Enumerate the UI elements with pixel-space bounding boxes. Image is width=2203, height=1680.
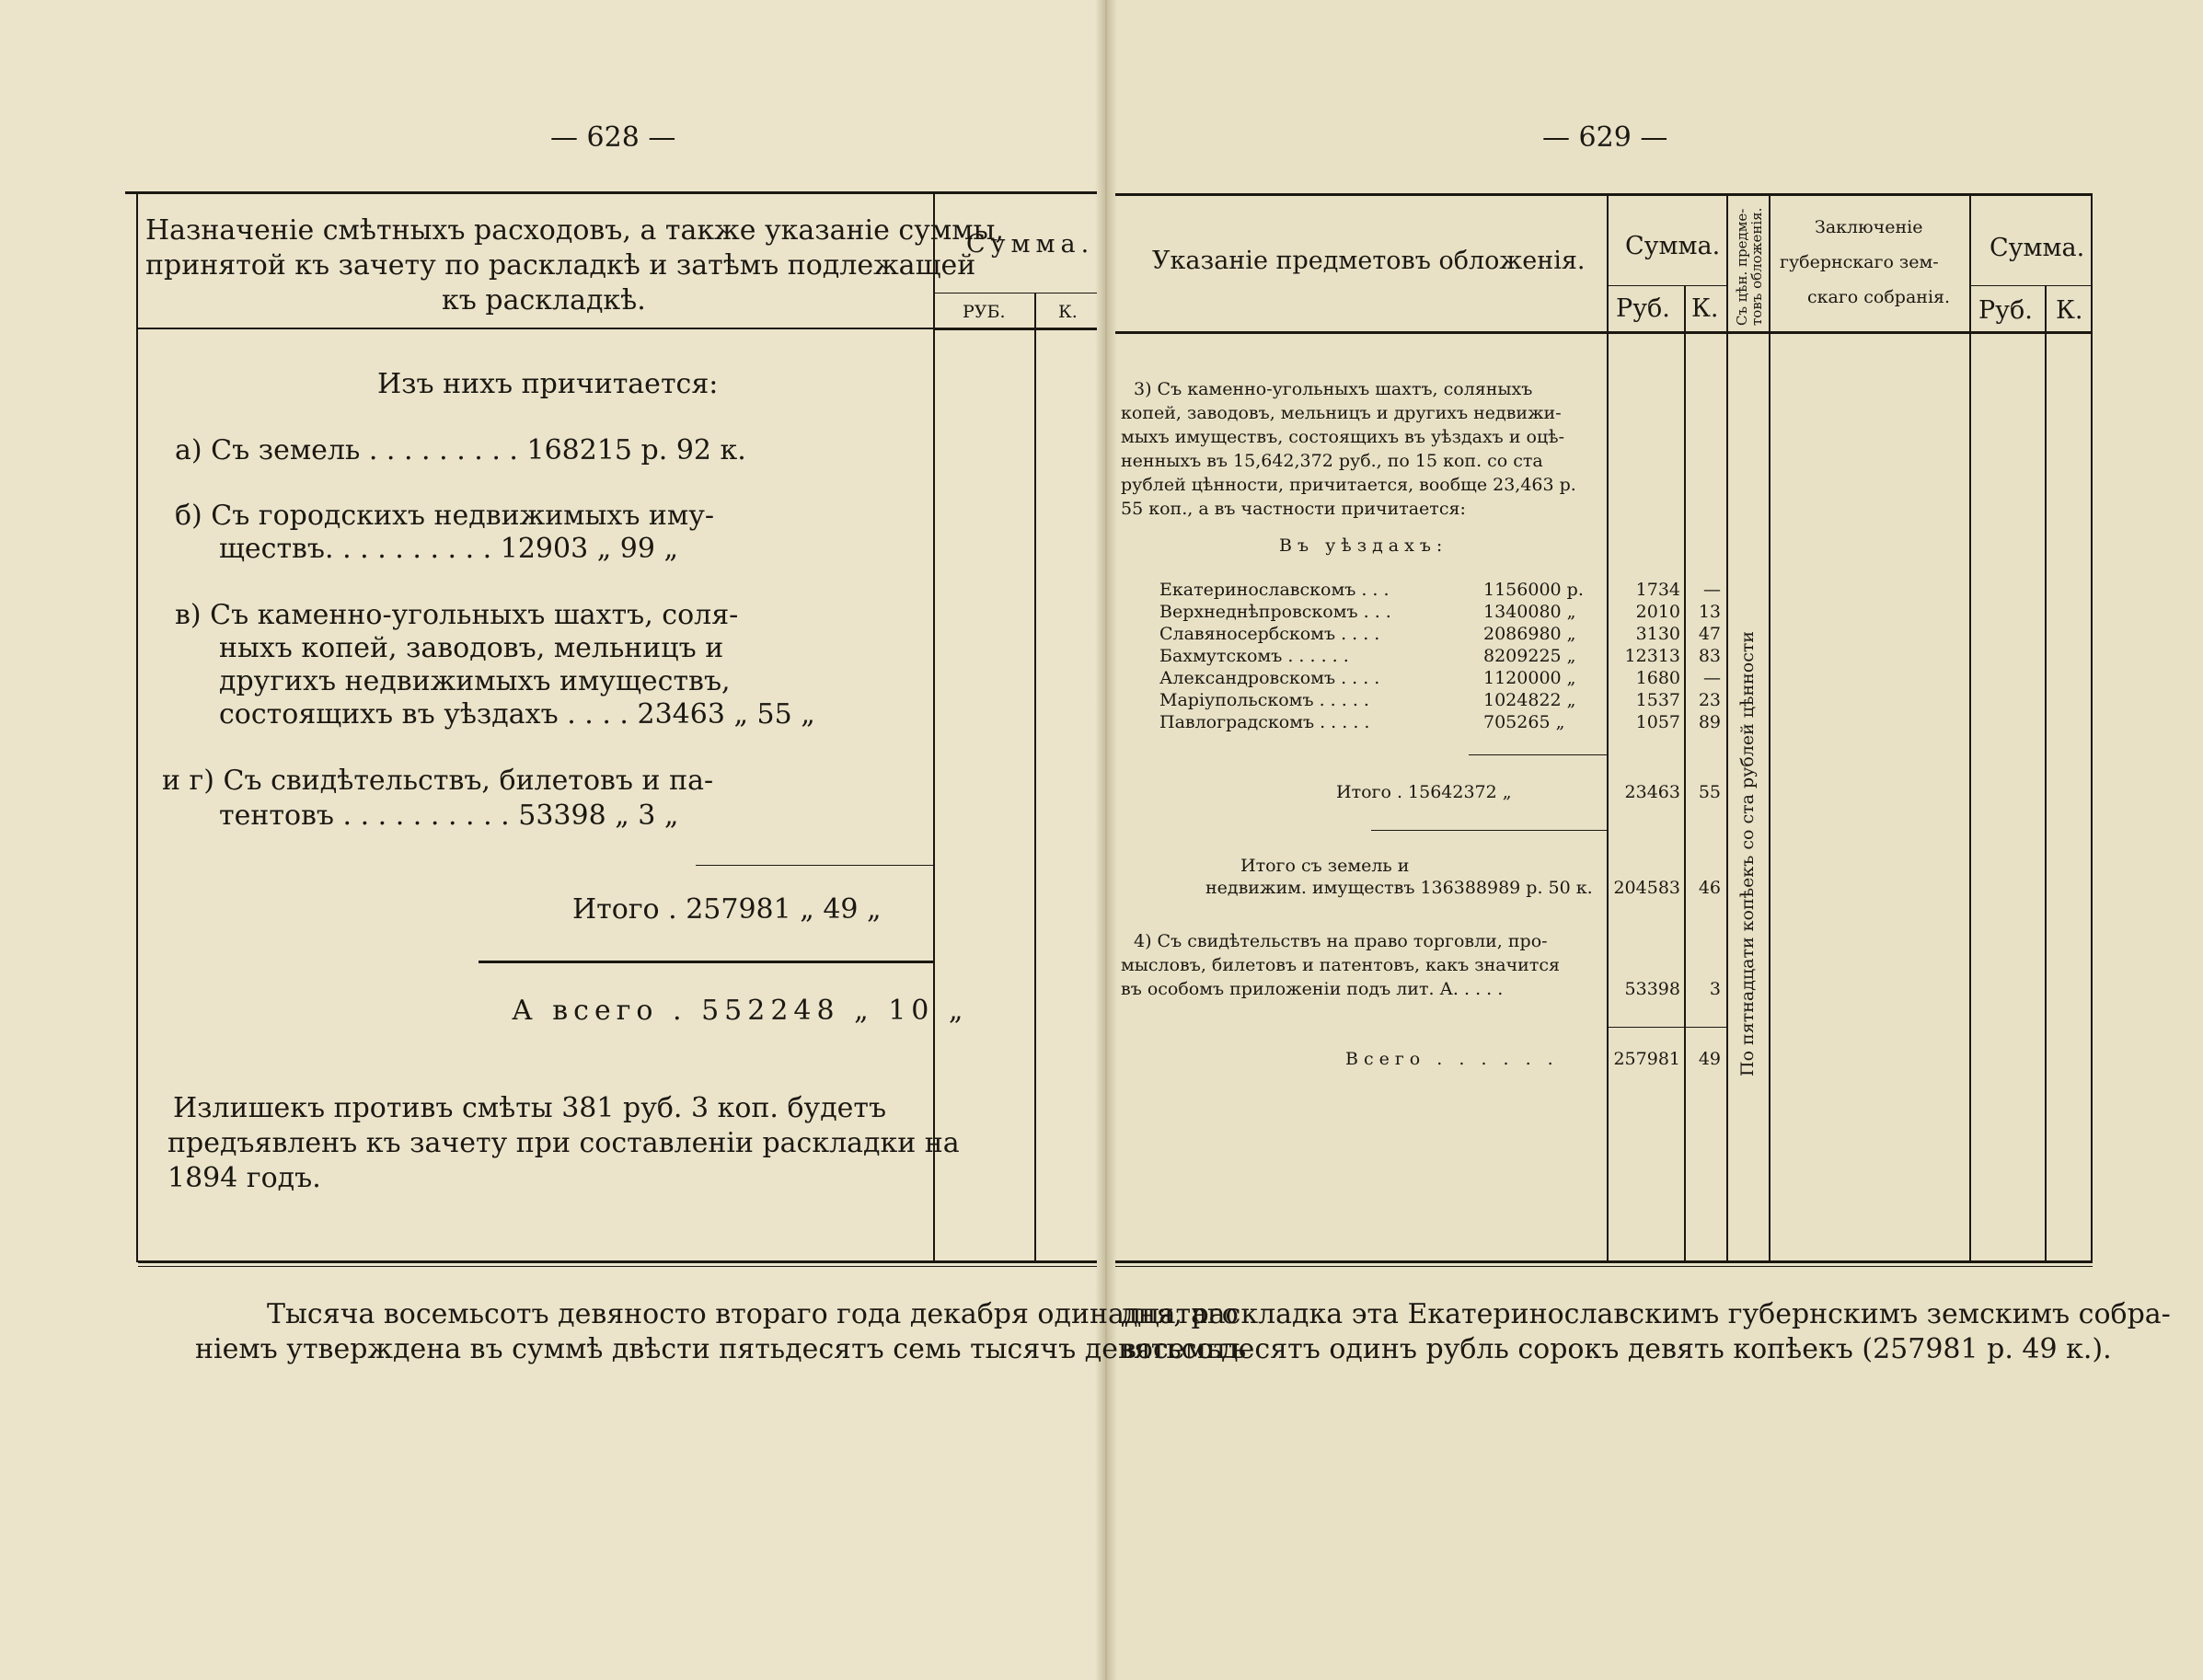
districts-sum-rule [1469,754,1609,755]
right-header-conclusion-line2: губернскаго зем- [1780,252,1939,272]
section4-kop: 3 [1709,979,1721,999]
district-value: 1340080 „ [1483,602,1576,622]
district-rub: 2010 [1635,602,1680,622]
left-sum-column-rule [933,193,935,1262]
right-sum-subheader-rule [1607,285,1726,286]
right-sum2-column-rule [1969,195,1971,1262]
section4-line2: мысловъ, билетовъ и патентовъ, какъ значится [1121,955,1560,975]
district-value: 1156000 р. [1483,580,1584,600]
section3-line1: 3) Съ каменно-угольныхъ шахтъ, соляныхъ [1134,379,1533,399]
right-header-per-value-line1: Съ цѣн. предме- [1734,208,1750,326]
right-header-conclusion-line3: скаго собранія. [1807,287,1951,307]
left-header-rule-sum [933,328,1097,330]
right-table-right-rule [2091,193,2093,1262]
note-line1: Излишекъ противъ смѣты 381 руб. 3 коп. будетъ [173,1092,887,1124]
section4-line1: 4) Съ свидѣтельствъ на право торговли, про- [1134,931,1548,951]
district-value: 8209225 „ [1483,646,1576,666]
item-v-line1: в) Съ каменно-угольныхъ шахтъ, соля- [175,599,739,631]
right-header-rub: Руб. [1616,294,1670,323]
right-conclusion-column-rule [1769,195,1770,1262]
left-header-rule [136,328,935,329]
left-table-top-rule [125,191,1097,194]
item-v-line2: ныхъ копей, заводовъ, мельницъ и [219,632,724,664]
district-kop: 13 [1698,602,1721,622]
itogo-lower-rule [479,961,935,963]
note-line2: предъявленъ къ зачету при составленіи раскладки на [167,1127,960,1159]
section4-line3: въ особомъ приложеніи подъ лит. А. . . . . [1121,979,1504,999]
district-name: Павлоградскомъ . . . . . [1159,712,1370,732]
right-header-subjects: Указаніе предметовъ обложенія. [1152,247,1586,275]
left-header-purpose-line1: Назначеніе смѣтныхъ расходовъ, а также указаніе суммы, [145,214,1004,247]
uezd-heading: Въ уѣздахъ: [1279,535,1448,556]
section3-line5: рублей цѣнности, причитается, вообще 23,463 р. [1121,475,1576,495]
itogo-land-kop: 46 [1698,878,1721,898]
left-body-heading: Изъ нихъ причитается: [377,368,719,400]
left-footer-line2: ніемъ утверждена въ суммѣ двѣсти пятьдесятъ семь тысячъ девятьсотъ [195,1333,1247,1365]
right-header-rule [1115,331,2093,334]
section3-line4: ненныхъ въ 15,642,372 руб., по 15 коп. со ста [1121,451,1543,471]
item-v-line4: состоящихъ въ уѣздахъ . . . . 23463 „ 55 „ [219,698,815,731]
left-vsego: А всего . 552248 „ 10 „ [512,995,969,1027]
district-value: 1120000 „ [1483,668,1576,688]
itogo-land-upper-rule [1371,830,1609,831]
item-b-line2: ществъ. . . . . . . . . . 12903 „ 99 „ [219,533,679,565]
right-per-value-column-rule [1726,195,1728,1262]
book-gutter [1095,0,1117,1680]
district-name: Александровскомъ . . . . [1159,668,1380,688]
item-v-line3: другихъ недвижимыхъ имуществъ, [219,665,731,697]
section3-line3: мыхъ имуществъ, состоящихъ въ уѣздахъ и оцѣ- [1121,427,1565,447]
right-header-kop2: К. [2056,296,2083,325]
district-name: Бахмутскомъ . . . . . . [1159,646,1349,666]
district-kop: 47 [1698,624,1721,644]
district-rub: 12313 [1624,646,1680,666]
item-g-line2: тентовъ . . . . . . . . . . 53398 „ 3 „ [219,800,679,832]
section3-line6: 55 коп., а въ частности причитается: [1121,499,1466,519]
right-header-conclusion-line1: Заключеніе [1815,217,1923,237]
right-header-sum2: Сумма. [1990,234,2085,262]
left-header-rub: РУБ. [963,302,1006,322]
right-vsego-kop: 49 [1698,1049,1721,1069]
right-footer-line1: дня, раскладка эта Екатеринославскимъ губернскимъ земскимъ собра- [1121,1298,2171,1330]
section4-rub: 53398 [1624,979,1680,999]
itogo-land-rub: 204583 [1613,878,1680,898]
right-vsego-label: Всего . . . . . . [1345,1049,1559,1069]
district-kop: — [1703,668,1721,688]
left-rub-kop-rule [1034,293,1036,1262]
right-footer-line2: восемьдесятъ одинъ рубль сорокъ девять копѣекъ (257981 р. 49 к.). [1121,1333,2112,1365]
item-a-line1: а) Съ земель . . . . . . . . . 168215 р. 92 к. [175,434,746,466]
district-rub: 1057 [1635,712,1680,732]
item-g-line1: и г) Съ свидѣтельствъ, билетовъ и па- [162,765,714,797]
right-header-per-value-line2: товъ обложенія. [1748,207,1765,326]
left-page-number: — 628 — [550,121,676,154]
district-value: 1024822 „ [1483,690,1576,710]
district-kop: — [1703,580,1721,600]
right-header-sum: Сумма. [1625,232,1721,260]
left-footer-rule [138,1266,1097,1267]
right-table-top-rule [1115,193,2093,196]
itogo-land-line1: Итого съ земель и [1240,856,1410,876]
right-sum2-subheader-rule [1969,285,2091,286]
district-rub: 1537 [1635,690,1680,710]
right-rub-kop-rule [1684,285,1686,1262]
right-header-rub2: Руб. [1978,296,2033,325]
left-header-purpose-line2: принятой къ зачету по раскладкѣ и затѣмъ подлежащей [145,249,976,282]
vsego-upper-rule [1607,1027,1726,1028]
left-header-purpose-line3: къ раскладкѣ. [442,284,646,316]
district-kop: 83 [1698,646,1721,666]
item-b-line1: б) Съ городскихъ недвижимыхъ иму- [175,500,715,532]
district-name: Верхнеднѣпровскомъ . . . [1159,602,1391,622]
itogo-land-line2: недвижим. имуществъ 136388989 р. 50 к. [1205,878,1593,898]
right-page-number: — 629 — [1542,121,1668,154]
left-header-kop: К. [1058,302,1078,322]
left-table-bottom-rule [138,1260,1097,1263]
district-kop: 89 [1698,712,1721,732]
district-value: 705265 „ [1483,712,1565,732]
section3-line2: копей, заводовъ, мельницъ и другихъ недвижи- [1121,403,1562,423]
left-header-sum: Сумма. [966,230,1095,259]
right-itogo-kop: 55 [1698,782,1721,802]
left-itogo: Итого . 257981 „ 49 „ [572,893,882,926]
itogo-upper-rule [696,865,935,866]
right-vsego-rub: 257981 [1613,1049,1680,1069]
district-rub: 1734 [1635,580,1680,600]
right-rub2-kop2-rule [2045,285,2047,1262]
right-itogo-label: Итого . 15642372 „ [1336,782,1512,802]
note-line3: 1894 годъ. [167,1162,321,1194]
district-name: Маріупольскомъ . . . . . [1159,690,1369,710]
district-name: Екатеринославскомъ . . . [1159,580,1390,600]
left-table-left-rule [136,193,138,1262]
right-sum-column-rule [1607,195,1609,1262]
vertical-rate-note: По пятнадцати копѣекъ со ста рублей цѣнности [1737,630,1758,1076]
right-table-bottom-rule [1115,1260,2093,1263]
left-footer-line1: Тысяча восемьсотъ девяносто втораго года декабря одинадцатаго [267,1298,1239,1330]
right-footer-rule [1115,1266,2093,1267]
right-header-kop: К. [1691,294,1719,323]
district-rub: 1680 [1635,668,1680,688]
district-name: Славяносербскомъ . . . . [1159,624,1380,644]
district-rub: 3130 [1635,624,1680,644]
right-itogo-rub: 23463 [1624,782,1680,802]
district-value: 2086980 „ [1483,624,1576,644]
district-kop: 23 [1698,690,1721,710]
